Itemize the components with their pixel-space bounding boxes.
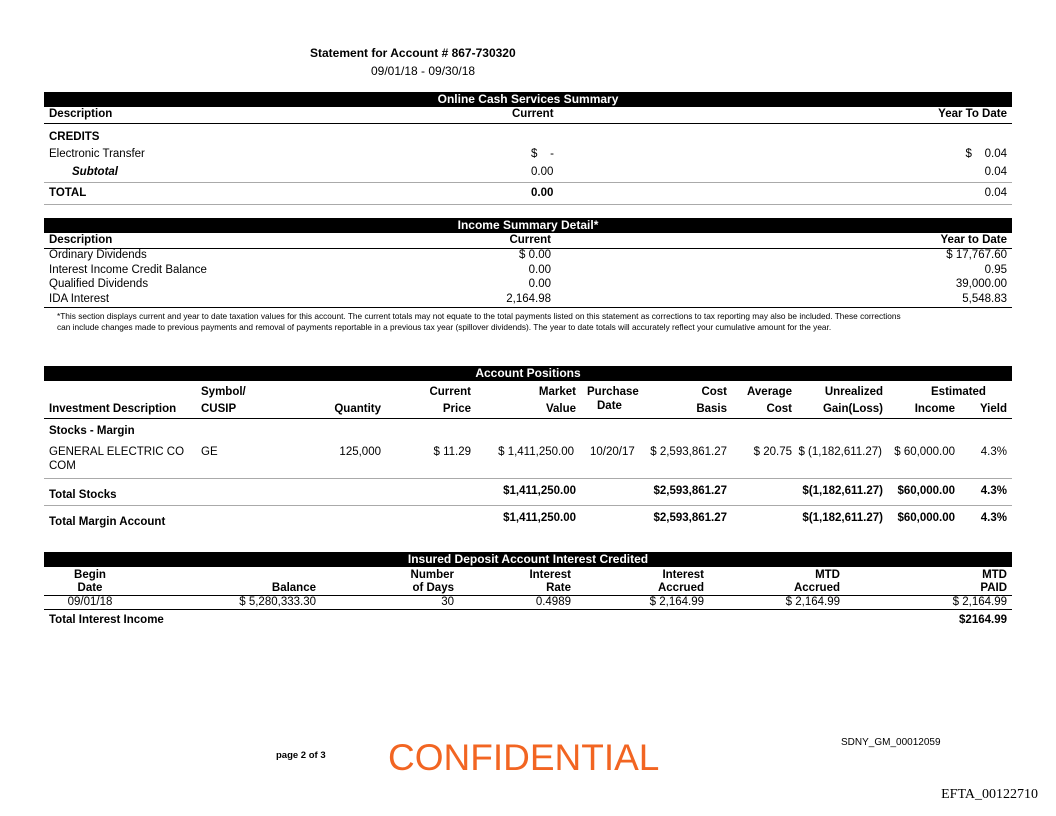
- income-row-ytd: 0.95: [984, 264, 1007, 276]
- holding-income: $ 60,000.00: [894, 446, 955, 458]
- total-stocks-cost-basis: $2,593,861.27: [653, 485, 727, 497]
- ida-accrued: $ 2,164.99: [649, 596, 704, 608]
- col-estimated: Estimated: [931, 386, 986, 398]
- total-margin-yield: 4.3%: [980, 512, 1007, 524]
- divider: [44, 595, 1012, 596]
- col-unrealized: Gain(Loss): [822, 403, 883, 415]
- confidential-stamp: CONFIDENTIAL: [388, 737, 660, 778]
- total-stocks-yield: 4.3%: [980, 485, 1007, 497]
- subtotal-ytd: 0.04: [984, 166, 1007, 178]
- total-label: TOTAL: [49, 187, 87, 199]
- page-number: page 2 of 3: [276, 750, 326, 761]
- total-current: 0.00: [531, 187, 554, 199]
- holding-market-value: $ 1,411,250.00: [498, 446, 574, 458]
- ida-begin-date: 09/01/18: [67, 596, 113, 608]
- col-market-value: Market: [538, 386, 576, 398]
- total-interest-value: $2164.99: [959, 614, 1007, 626]
- ida-col-accrued: Accrued: [657, 582, 704, 594]
- section-stocks-margin: Stocks - Margin: [49, 425, 135, 437]
- ida-rate: 0.4989: [535, 596, 571, 608]
- total-stocks-income: $60,000.00: [897, 485, 955, 497]
- divider: [44, 307, 1012, 308]
- income-row-current: 0.00: [528, 278, 551, 290]
- income-summary-title: Income Summary Detail*: [44, 218, 1012, 233]
- col-average-cost: Average: [747, 386, 792, 398]
- total-ytd: 0.04: [984, 187, 1007, 199]
- divider: [44, 609, 1012, 610]
- col-purchase-date: Purchase: [587, 386, 639, 398]
- total-stocks-market-value: $1,411,250.00: [503, 485, 576, 497]
- income-row-description: Interest Income Credit Balance: [49, 264, 207, 276]
- subtotal-label: Subtotal: [72, 166, 118, 178]
- total-margin-label: Total Margin Account: [49, 516, 166, 528]
- ida-col-accrued: Interest: [662, 569, 704, 581]
- divider: [44, 478, 1012, 479]
- total-margin-income: $60,000.00: [897, 512, 955, 524]
- col-cost-basis: Basis: [696, 403, 727, 415]
- cash-col-ytd: Year To Date: [938, 108, 1007, 120]
- income-row-current: $ 0.00: [519, 249, 551, 261]
- ida-mtd-accrued: $ 2,164.99: [785, 596, 840, 608]
- total-stocks-label: Total Stocks: [49, 489, 117, 501]
- income-footnote: can include changes made to previous payments and removal of payments reportable in a previous tax year (spillover dividends). The year to date totals will accurately reflect your cumulative amount for the year.: [57, 322, 832, 332]
- holding-purchase-date: 10/20/17: [590, 446, 635, 458]
- holding-yield: 4.3%: [980, 446, 1007, 458]
- income-row-description: Qualified Dividends: [49, 278, 149, 290]
- total-margin-unrealized: $(1,182,611.27): [802, 512, 883, 524]
- income-col-ytd: Year to Date: [940, 234, 1007, 246]
- electronic-transfer-label: Electronic Transfer: [49, 148, 145, 160]
- col-market-value: Value: [545, 403, 576, 415]
- holding-price: $ 11.29: [433, 446, 471, 458]
- ida-col-days: of Days: [412, 582, 454, 594]
- total-margin-cost-basis: $2,593,861.27: [653, 512, 727, 524]
- holding-cost-basis: $ 2,593,861.27: [650, 446, 727, 458]
- bates-sdny: SDNY_GM_00012059: [841, 737, 941, 748]
- income-row-ytd: 39,000.00: [955, 278, 1007, 290]
- ida-mtd-paid: $ 2,164.99: [952, 596, 1007, 608]
- bates-efta: EFTA_00122710: [941, 787, 1038, 802]
- col-quantity: Quantity: [334, 403, 381, 415]
- holding-quantity: 125,000: [339, 446, 381, 458]
- statement-title: Statement for Account # 867-730320: [310, 46, 516, 60]
- col-purchase-date: Date: [597, 400, 622, 412]
- holding-average-cost: $ 20.75: [753, 446, 792, 458]
- col-average-cost: Cost: [766, 403, 792, 415]
- ida-col-begin-date: Begin: [74, 569, 106, 581]
- ida-days: 30: [441, 596, 454, 608]
- credits-label: CREDITS: [49, 131, 100, 143]
- total-interest-label: Total Interest Income: [49, 614, 164, 626]
- cash-col-description: Description: [49, 108, 113, 120]
- divider: [44, 505, 1012, 506]
- electronic-transfer-current: $ -: [531, 148, 555, 160]
- divider: [44, 182, 1012, 183]
- col-investment-description: Investment Description: [49, 403, 177, 415]
- income-row-ytd: 5,548.83: [962, 293, 1007, 305]
- ida-col-days: Number: [410, 569, 454, 581]
- subtotal-current: 0.00: [531, 166, 554, 178]
- total-stocks-unrealized: $(1,182,611.27): [802, 485, 883, 497]
- col-price: Current: [429, 386, 471, 398]
- ida-col-begin-date: Date: [77, 582, 103, 594]
- col-unrealized: Unrealized: [824, 386, 883, 398]
- statement-period: 09/01/18 - 09/30/18: [371, 64, 476, 78]
- total-margin-market-value: $1,411,250.00: [503, 512, 576, 524]
- holding-symbol: GE: [201, 446, 218, 458]
- col-symbol: Symbol/: [201, 386, 246, 398]
- income-row-current: 2,164.98: [506, 293, 551, 305]
- ida-col-mtd-paid: MTD: [982, 569, 1007, 581]
- income-footnote: *This section displays current and year to date taxation values for this account. The current totals may not equate to the total payments listed on this statement as corrections to tax reporting may also be included. These corrections: [57, 311, 901, 321]
- cash-summary-title: Online Cash Services Summary: [44, 92, 1012, 107]
- divider: [44, 204, 1012, 205]
- income-row-ytd: $ 17,767.60: [946, 249, 1007, 261]
- col-cusip: CUSIP: [201, 403, 237, 415]
- income-col-current: Current: [509, 234, 551, 246]
- divider: [44, 123, 1012, 124]
- ida-col-mtd-paid: PAID: [980, 582, 1007, 594]
- cash-col-current: Current: [512, 108, 554, 120]
- ida-col-rate: Interest: [529, 569, 571, 581]
- ida-col-mtd-accrued: Accrued: [793, 582, 840, 594]
- col-price: Price: [442, 403, 471, 415]
- income-row-current: 0.00: [528, 264, 551, 276]
- ida-title: Insured Deposit Account Interest Credited: [44, 552, 1012, 567]
- ida-col-balance: Balance: [271, 582, 316, 594]
- electronic-transfer-ytd: $ 0.04: [965, 148, 1007, 160]
- holding-unrealized: $ (1,182,611.27): [798, 446, 882, 458]
- ida-balance: $ 5,280,333.30: [239, 596, 316, 608]
- col-income: Income: [914, 403, 955, 415]
- positions-title: Account Positions: [44, 366, 1012, 381]
- income-row-description: Ordinary Dividends: [49, 249, 147, 261]
- ida-col-mtd-accrued: MTD: [815, 569, 840, 581]
- holding-description: COM: [49, 460, 76, 472]
- divider: [44, 418, 1012, 419]
- income-col-description: Description: [49, 234, 113, 246]
- income-row-description: IDA Interest: [49, 293, 110, 305]
- holding-description: GENERAL ELECTRIC CO: [49, 446, 185, 458]
- col-cost-basis: Cost: [701, 386, 727, 398]
- col-yield: Yield: [979, 403, 1007, 415]
- ida-col-rate: Rate: [546, 582, 571, 594]
